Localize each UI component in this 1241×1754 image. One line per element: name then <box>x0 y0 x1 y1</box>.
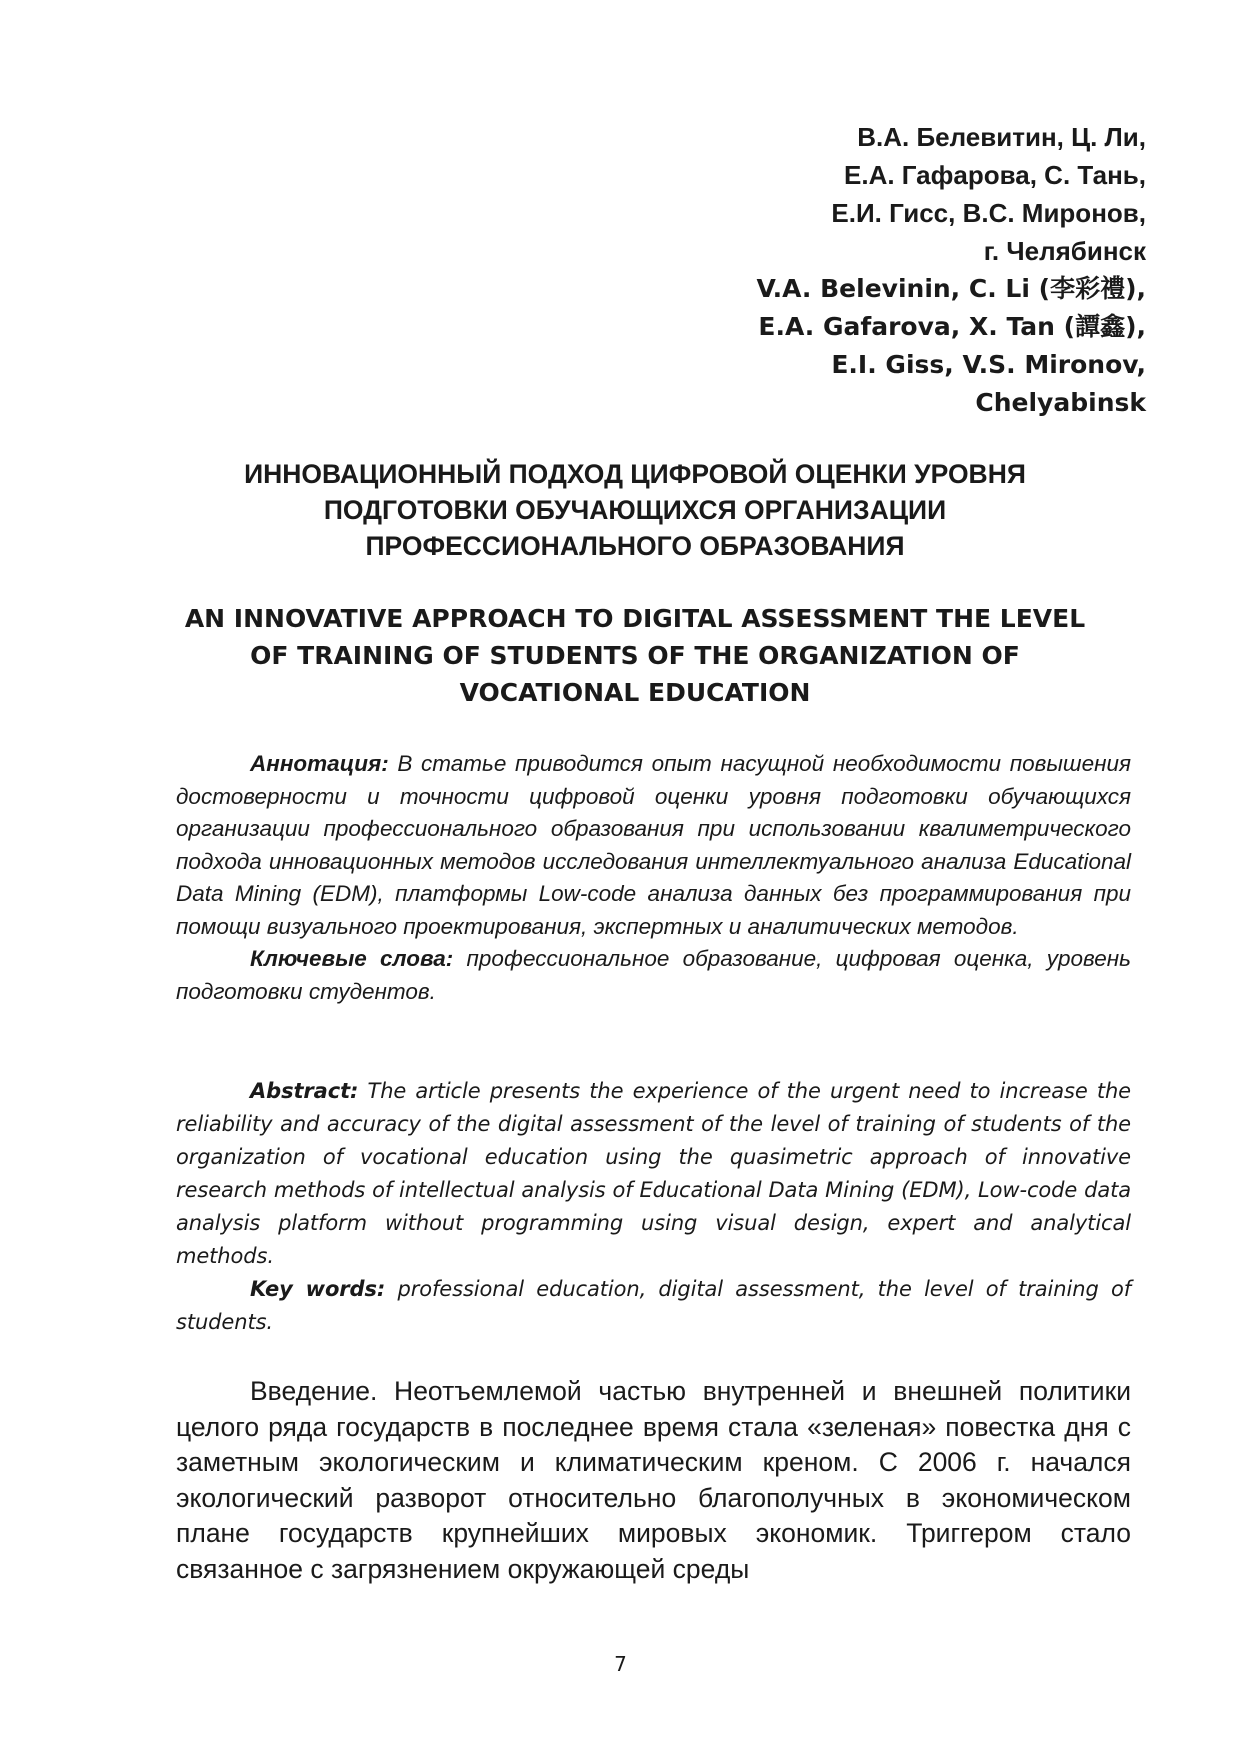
abstract-ru-label: Аннотация: <box>250 751 389 776</box>
author-block <box>446 118 1146 422</box>
keywords-en-label: Key words: <box>250 1277 386 1301</box>
author-line-ru: Е.И. Гисс, В.С. Миронов, <box>831 198 1146 228</box>
abstract-en-label: Abstract: <box>250 1079 359 1103</box>
title-en-line: VOCATIONAL EDUCATION <box>459 678 811 707</box>
author-line-en: E.I. Giss, V.S. Mironov, <box>831 350 1146 379</box>
keywords-ru-text: профессиональное образование, цифровая оценка, уровень подготовки студентов. <box>176 946 1132 1004</box>
abstract-ru-paragraph <box>176 748 1131 943</box>
page-number: 7 <box>614 1652 627 1676</box>
title-ru-line: ПРОФЕССИОНАЛЬНОГО ОБРАЗОВАНИЯ <box>365 531 905 561</box>
title-russian <box>170 456 1100 564</box>
introduction-paragraph: Введение. Неотъемлемой частью внутренней и внешней политики целого ряда государств в последнее время стала «зеленая» повестка дня с заметным экологическим и климатическим креном. С 2006 г. начался экологический разворот относительно благополучных в экономическом плане государств крупнейших мировых экономик. Триггером стало связанное с загрязнением окружающей среды <box>176 1376 1131 1584</box>
abstract-en-paragraph <box>176 1075 1131 1273</box>
abstract-en-text: The article presents the experience of the urgent need to increase the reliability and accuracy of the digital assessment of the level of training of students of the organization of vocational education using the quasimetric approach of innovative research methods of intellectual analysis of Educational Data Mining (EDM), Low-code data analysis platform without programming using visual design, expert and analytical methods. <box>176 1079 1131 1268</box>
abstract-russian <box>176 748 1131 1008</box>
author-line-ru: В.А. Белевитин, Ц. Ли, <box>857 122 1146 152</box>
keywords-en-text: professional education, digital assessment, the level of training of students. <box>176 1277 1131 1334</box>
title-ru-line: ИННОВАЦИОННЫЙ ПОДХОД ЦИФРОВОЙ ОЦЕНКИ УРОВНЯ <box>244 459 1026 489</box>
title-en-line: AN INNOVATIVE APPROACH TO DIGITAL ASSESSMENT THE LEVEL <box>184 604 1086 633</box>
title-ru-line: ПОДГОТОВКИ ОБУЧАЮЩИХСЯ ОРГАНИЗАЦИИ <box>323 495 947 525</box>
author-city-en: Chelyabinsk <box>975 388 1146 417</box>
author-city-ru: г. Челябинск <box>983 236 1146 266</box>
author-line-en: E.A. Gafarova, X. Tan (譚鑫), <box>758 312 1146 341</box>
title-en-line: OF TRAINING OF STUDENTS OF THE ORGANIZATION OF <box>250 641 1020 670</box>
keywords-ru-paragraph <box>176 943 1131 1008</box>
author-line-en: V.A. Belevinin, C. Li (李彩禮), <box>756 274 1146 303</box>
abstract-ru-text: В статье приводится опыт насущной необходимости повышения достоверности и точности цифровой оценки уровня подготовки обучающихся организации профессионального образования при использовании квалиметрического подхода инновационных методов исследования интеллектуального анализа Educational Data Mining (EDM), платформы Low-code анализа данных без программирования при помощи визуального проектирования, экспертных и аналитических методов. <box>176 751 1131 939</box>
keywords-ru-label: Ключевые слова: <box>250 946 454 971</box>
abstract-english <box>176 1075 1131 1339</box>
author-line-ru: Е.А. Гафарова, С. Тань, <box>844 160 1146 190</box>
title-english <box>150 600 1120 711</box>
keywords-en-paragraph <box>176 1273 1131 1339</box>
